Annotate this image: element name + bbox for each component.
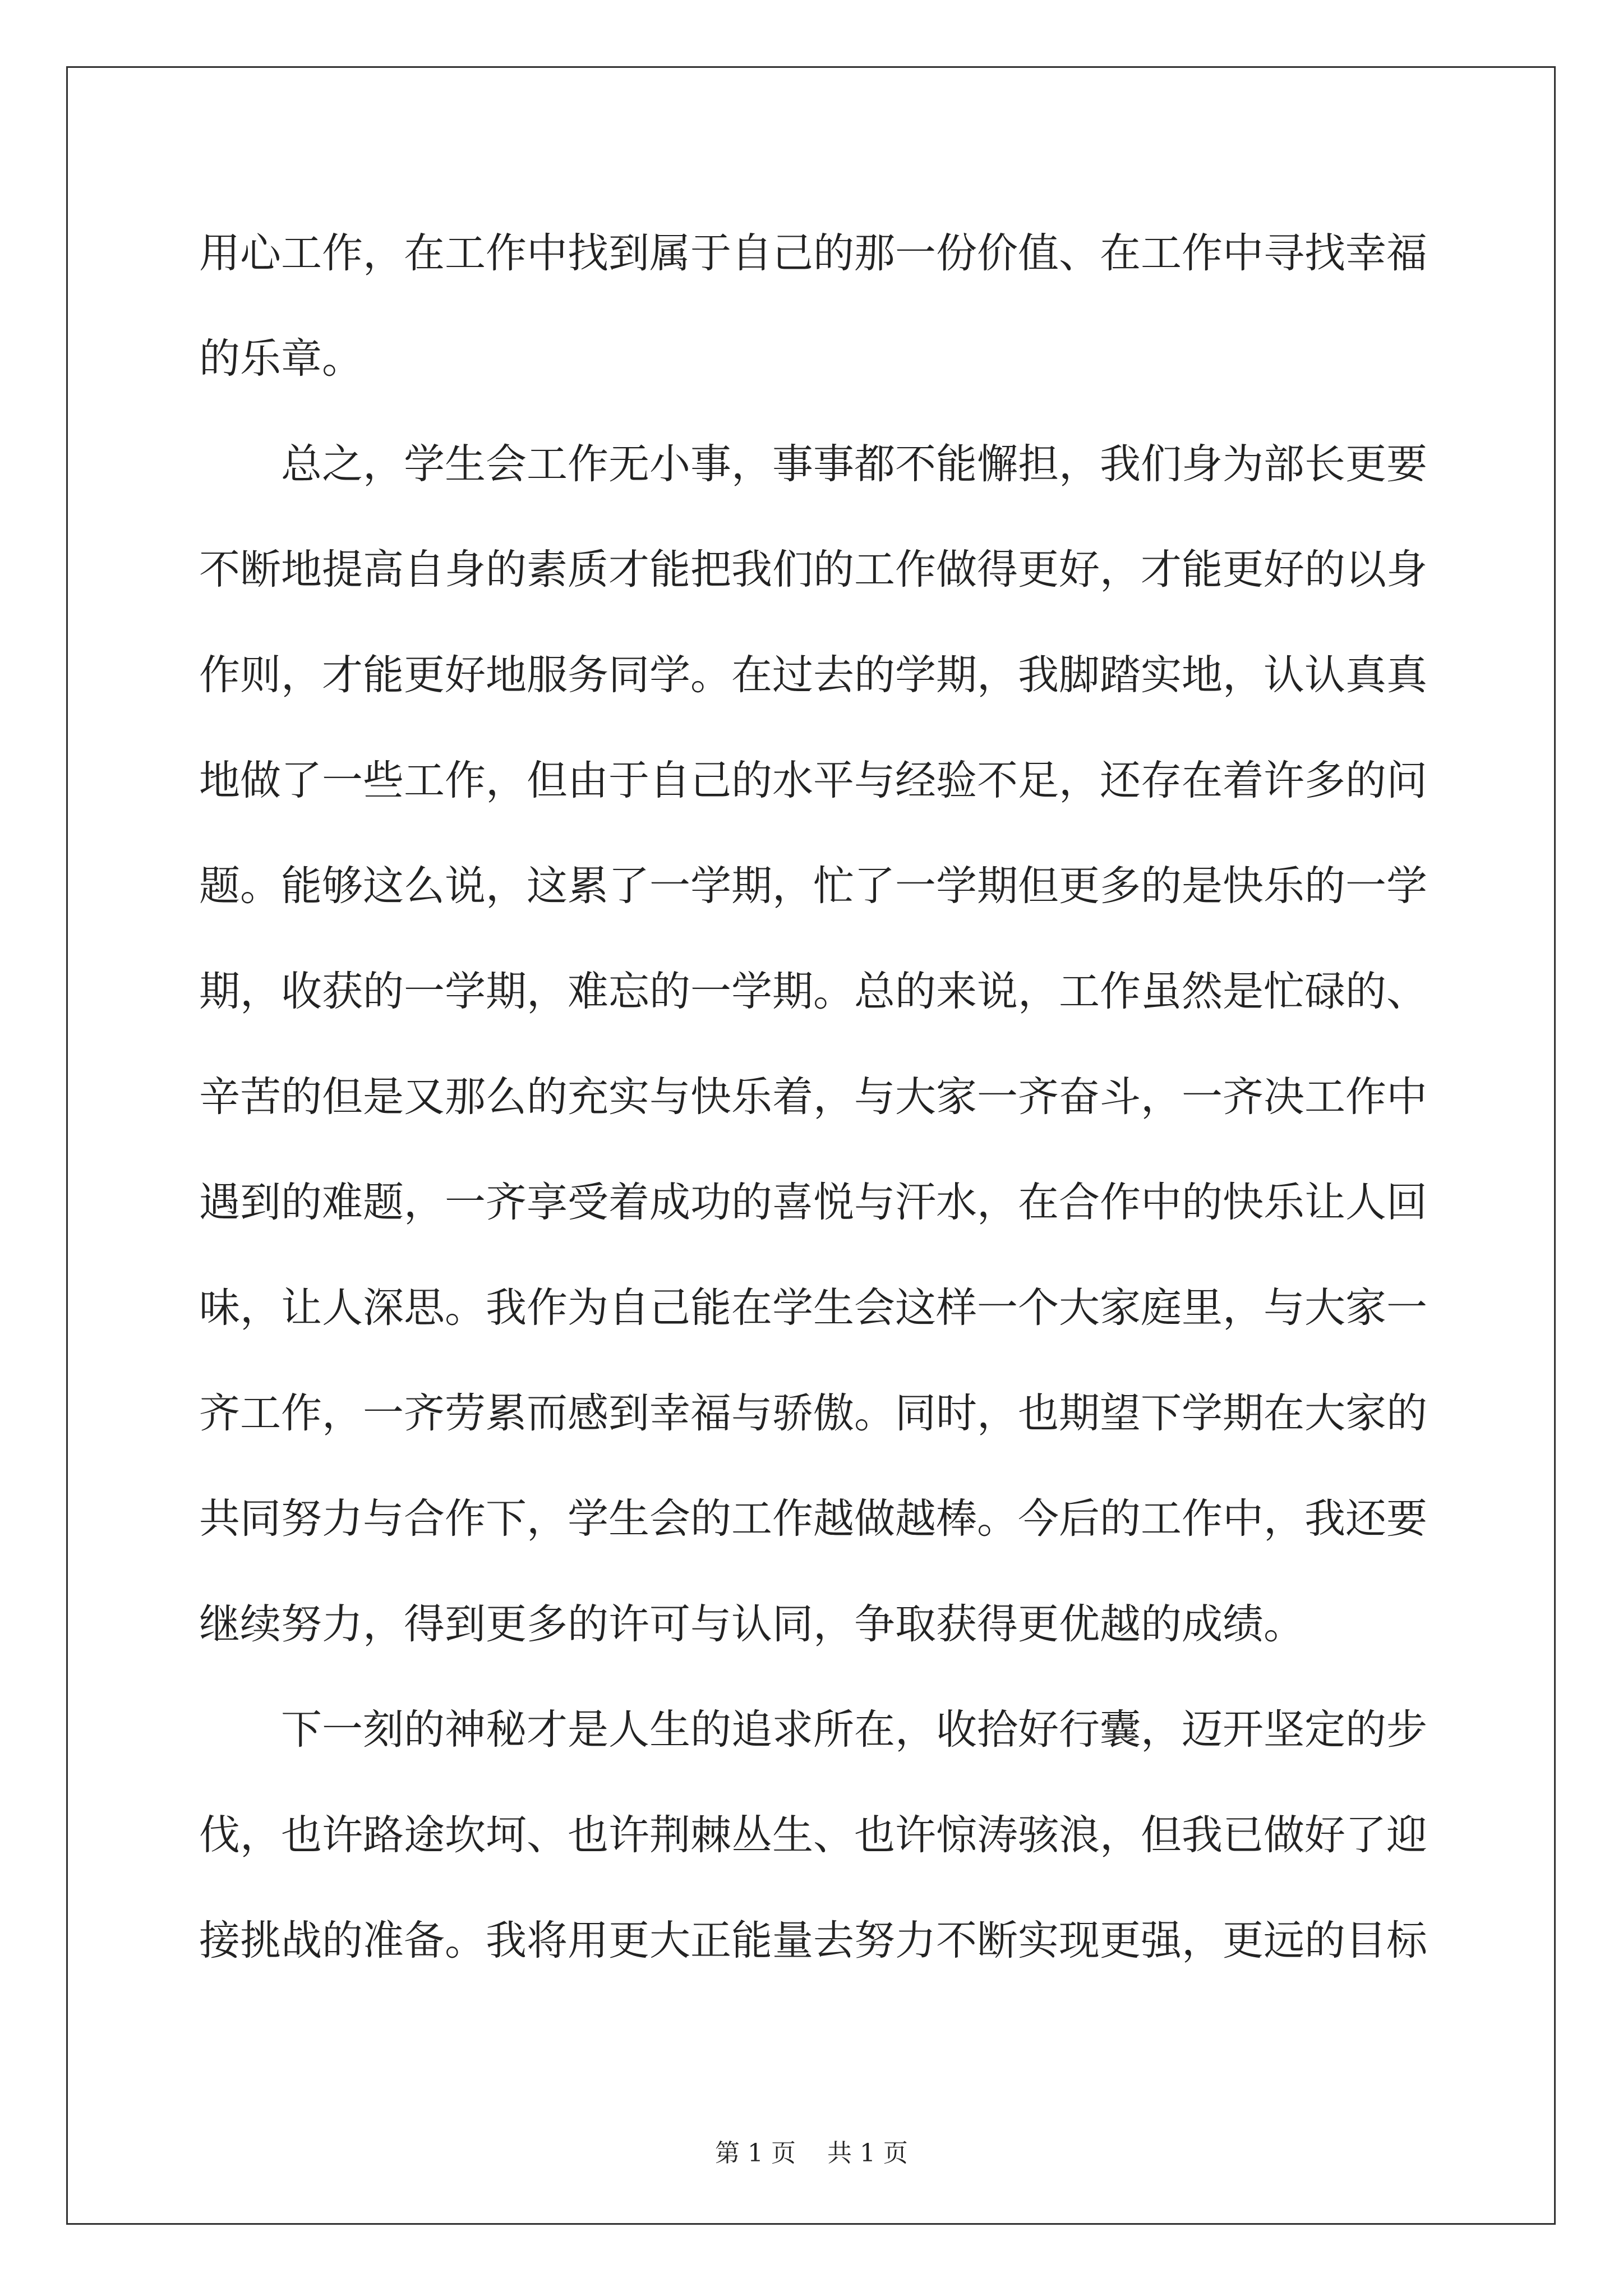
- text-line-10: 遇到的难题，一齐享受着成功的喜悦与汗水，在合作中的快乐让人回: [199, 1179, 1427, 1226]
- text-line-15: 下一刻的神秘才是人生的追求所在，收拾好行囊，迈开坚定的步: [281, 1706, 1427, 1754]
- text-line-3: 总之，学生会工作无小事，事事都不能懈担，我们身为部长更要: [281, 440, 1427, 488]
- document-body: [199, 201, 1427, 1994]
- text-line-6: 地做了一些工作，但由于自己的水平与经验不足，还存在着许多的问: [199, 757, 1427, 804]
- text-line-11: 味，让人深思。我作为自己能在学生会这样一个大家庭里，与大家一: [199, 1284, 1427, 1332]
- text-line-14: 继续努力，得到更多的许可与认同，争取获得更优越的成绩。: [199, 1600, 1304, 1648]
- text-line-4: 不断地提高自身的素质才能把我们的工作做得更好，才能更好的以身: [199, 546, 1427, 593]
- text-line-16: 伐，也许路途坎坷、也许荆棘丛生、也许惊涛骇浪，但我已做好了迎: [199, 1811, 1427, 1859]
- text-line-2: 的乐章。: [199, 335, 363, 383]
- text-line-13: 共同努力与合作下，学生会的工作越做越棒。今后的工作中，我还要: [199, 1495, 1427, 1543]
- text-line-12: 齐工作，一齐劳累而感到幸福与骄傲。同时，也期望下学期在大家的: [199, 1389, 1427, 1437]
- text-line-7: 题。能够这么说，这累了一学期，忙了一学期但更多的是快乐的一学: [199, 862, 1427, 910]
- text-line-8: 期，收获的一学期，难忘的一学期。总的来说，工作虽然是忙碌的、: [199, 968, 1427, 1015]
- text-line-17: 接挑战的准备。我将用更大正能量去努力不断实现更强，更远的目标: [199, 1917, 1427, 1964]
- page-number-footer: 第 1 页 共 1 页: [715, 2139, 908, 2168]
- text-line-9: 辛苦的但是又那么的充实与快乐着，与大家一齐奋斗，一齐决工作中: [199, 1073, 1427, 1121]
- text-line-5: 作则，才能更好地服务同学。在过去的学期，我脚踏实地，认认真真: [199, 651, 1427, 699]
- text-line-1: 用心工作，在工作中找到属于自己的那一份价值、在工作中寻找幸福: [199, 229, 1427, 277]
